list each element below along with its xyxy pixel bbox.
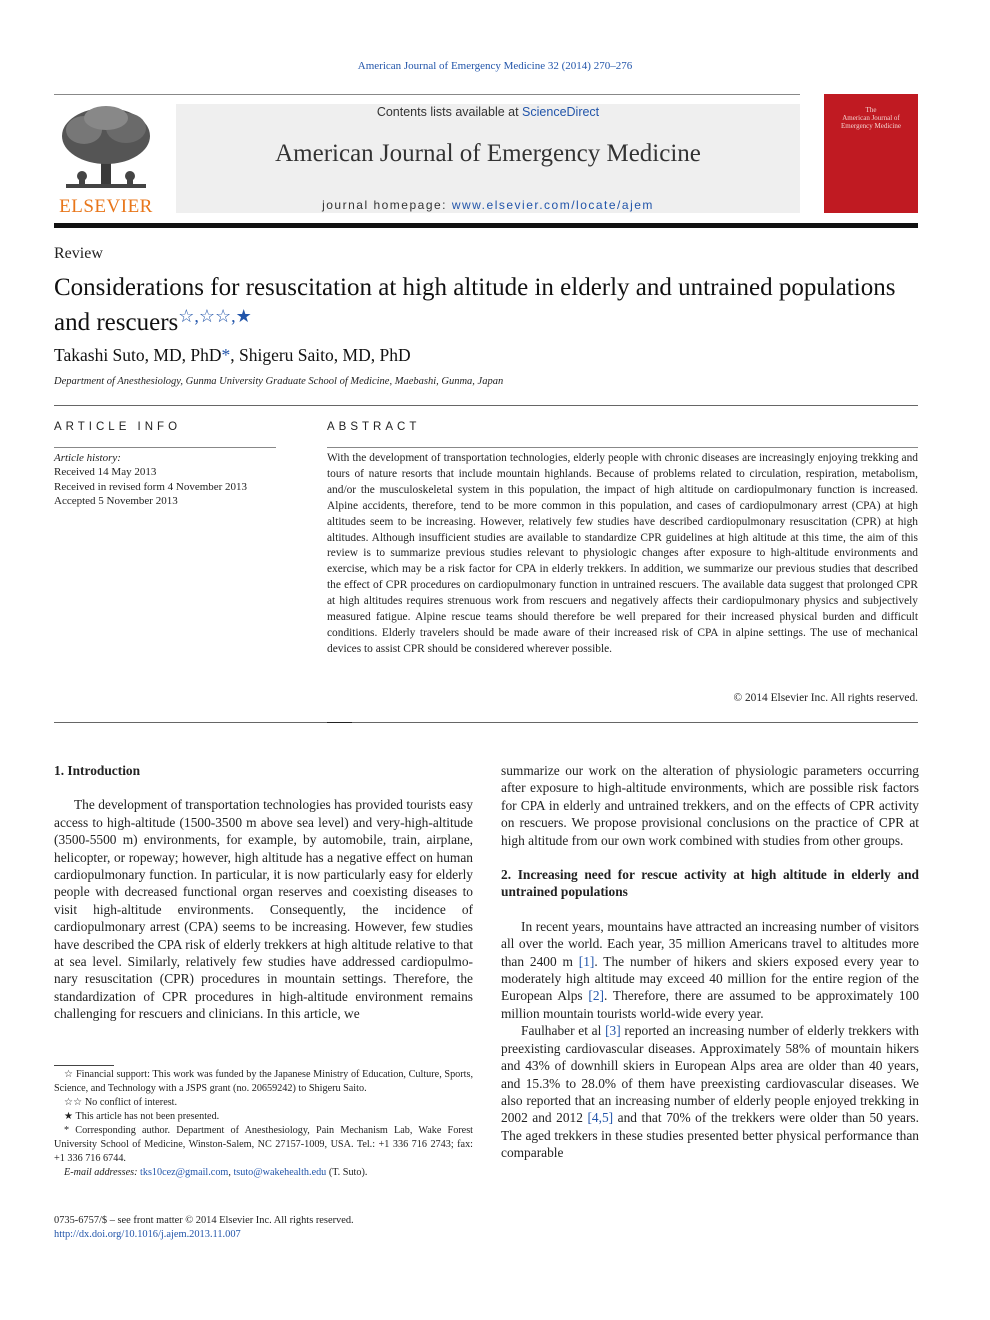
body-column-right [501, 762, 919, 1162]
footnote-text: No conflict of interest. [84, 1097, 178, 1108]
footnote-mark: ☆☆ [64, 1097, 83, 1108]
affiliation: Department of Anesthesiology, Gunma University Graduate School of Medicine, Maebashi, Gunma, Japan [54, 376, 504, 387]
body-paragraph [501, 918, 919, 1022]
article-info-heading: ARTICLE INFO [54, 421, 182, 433]
author-separator: , [230, 345, 239, 365]
corresponding-mark[interactable]: * [221, 345, 231, 365]
issn-line: 0735-6757/$ – see front matter © 2014 Elsevier Inc. All rights reserved. [54, 1215, 354, 1226]
footnote [54, 1110, 473, 1124]
citation-link[interactable]: [3] [605, 1023, 621, 1039]
journal-title: American Journal of Emergency Medicine [275, 140, 701, 167]
footnote-emails [54, 1166, 473, 1180]
title-footnote-marks[interactable]: ☆,☆☆,★ [178, 306, 252, 326]
text-run: Faulhaber et al [521, 1023, 606, 1039]
cover-title-line: American Journal of [842, 114, 900, 122]
footnote-text: This article has not been presented. [75, 1111, 220, 1122]
citation-link[interactable]: [1] [578, 953, 595, 969]
author-2: Shigeru Saito, MD, PhD [238, 345, 411, 365]
email-owner: (T. Suto). [326, 1167, 368, 1178]
publisher-name: ELSEVIER [59, 196, 153, 217]
body-paragraph: The development of transportation technologies has provided tourists easy access to high-altitude (1500-3500 m above sea level) and very-high-altitude (3500-5500 m) environments, for example, by automobile, train, airplane, helicopter, or ropeway; however, high altitude has a negative effect on human cardiopulmonary function. In particular, it is now particularly easy for elderly people with decreased functional organ reserves and coexisting diseases to visit high-altitude environments. Consequently, the incidence of cardiopulmonary arrest (CPA) seems to be increasing. However, few studies have described the CPA risk of elderly trekkers at high altitude relative to that at sea level. Similarly, relatively few studies have addressed cardiopulmo-nary resuscitation (CPR) procedures in mountain settings. Therefore, the standardization of CPR procedures in high-altitude environment remains challenging for rescuers and clinicians. In this article, we [54, 797, 473, 1022]
email-label: E-mail addresses: [64, 1167, 138, 1178]
author-1: Takashi Suto, MD, PhD [54, 345, 222, 365]
accepted-date: Accepted 5 November 2013 [54, 495, 178, 508]
history-label: Article history: [54, 452, 121, 464]
text-run: reported an increasing number of elderly trekkers with preexisting cardiovascular diseases. Approximately 58% of mountain hikers and 43% of downhill skiers in European Alps area are older than 40 years, and 15.3% to 28.0% of them have preexisting cardiovascular diseases. We also reported that an increasing number of elderly people enjoyed trekking in 2002 and 2012 [501, 1023, 919, 1126]
body-paragraph: summarize our work on the alteration of physiologic parameters occurring after exposure to high-altitude environments, which are possible risk factors for CPA in elderly and untrained trekkers, and on the effects of CPR activity on rescuers. We propose provisional conclusions on the practice of CPR at high altitude from our own work combined with studies from other groups. [501, 763, 919, 848]
footnote-text: Corresponding author. Department of Anesthesiology, Pain Mechanism Lab, Wake Forest University School of Medicine, Winston-Salem, NC 27157-1009, USA. Tel.: +1 336 716 2743; fax: +1 336 716 6744. [54, 1125, 474, 1164]
contents-prefix: Contents lists available at [376, 105, 523, 119]
footnote-text: Financial support: This work was funded by the Japanese Ministry of Education, Culture, Sports, Science, and Technology with a JSPS grant (no. 20659242) to Shigeru Saito. [54, 1069, 473, 1094]
article-title [54, 273, 934, 337]
abstract-rule [327, 447, 918, 448]
sciencedirect-link[interactable]: ScienceDirect [522, 105, 600, 119]
revised-date: Received in revised form 4 November 2013 [54, 480, 248, 493]
footnote-mark: ☆ [64, 1069, 74, 1080]
footnote-mark: ★ [64, 1111, 74, 1122]
homepage-line [176, 198, 800, 212]
body-paragraph [501, 1022, 919, 1161]
abstract-heading: ABSTRACT [327, 421, 421, 433]
article-info-rule [54, 447, 276, 448]
text-run: In recent years, mountains have attracted an increasing number of visitors all over the world. Each year, 35 million Americans travel to altitudes more than 2400 m [501, 918, 919, 969]
footnote [54, 1096, 473, 1110]
cover-title-line: Emergency Medicine [841, 122, 901, 130]
elsevier-logo [54, 104, 158, 216]
journal-reference[interactable]: American Journal of Emergency Medicine 32 (2014) 270–276 [357, 60, 633, 72]
text-run: . The number of hikers and skiers exposed every year to moderately high altitude may exceed 40 million for the entire region of the European Alps [501, 953, 919, 1004]
homepage-link[interactable]: www.elsevier.com/locate/ajem [451, 198, 654, 212]
tree-icon [54, 104, 158, 196]
doi-link[interactable]: http://dx.doi.org/10.1016/j.ajem.2013.11.007 [54, 1229, 241, 1240]
section-divider [54, 722, 918, 723]
text-run: . Therefore, there are assumed to be approximately 100 million mountain tourists world-wide every year. [501, 988, 920, 1021]
citation-link[interactable]: [4,5] [587, 1110, 614, 1126]
cover-title-line: The [865, 106, 877, 114]
text-run: and that 70% of the trekkers were older than 50 years. The aged trekkers in these studies presented better physical performance than comparable [501, 1110, 919, 1161]
citation-link[interactable]: [2] [588, 988, 605, 1004]
body-column-left [54, 762, 473, 1023]
section-heading: 2. Increasing need for rescue activity at high altitude in elderly and untrained populations [501, 867, 919, 900]
header-divider [54, 223, 918, 228]
banner-top-rule [54, 94, 800, 95]
section-divider [54, 405, 918, 406]
footnote-rule [54, 1065, 114, 1066]
received-date: Received 14 May 2013 [54, 466, 157, 479]
title-line-2: and rescuers [54, 309, 179, 336]
authors [54, 345, 411, 366]
journal-cover[interactable] [824, 94, 918, 213]
title-line-1: Considerations for resuscitation at high altitude in elderly and untrained populations [54, 274, 896, 301]
front-matter [54, 1214, 354, 1242]
section-heading: 1. Introduction [54, 763, 141, 778]
email-link[interactable]: tsuto@wakehealth.edu [233, 1167, 327, 1178]
email-separator: , [228, 1167, 234, 1178]
article-history [54, 451, 294, 509]
footnote-mark: * [64, 1125, 70, 1136]
footnotes [54, 1068, 473, 1180]
article-type: Review [54, 245, 103, 262]
abstract-copyright: © 2014 Elsevier Inc. All rights reserved. [733, 692, 918, 704]
abstract-text: With the development of transportation technologies, elderly people with chronic diseases are increasingly enjoying trekking and tours of nature resorts that include mountain highlands. Because of problems related to circulation, respiration, metabolism, and/or the musculoskeletal system in this population, the impact of high altitude on cardiopulmonary function is increased. Alpine accidents, therefore, tend to be more common in this population, and cases of cardiopulmonary arrest (CPA) at high altitudes seem to be increasing. However, relatively few studies have described cardiopulmonary resuscitation (CPR) at high altitudes. Although insufficient studies are available to standardize CPR guidelines at high altitude at this time, the aim of this review is to summarize previous studies relevant to physiologic changes after exposure to high-altitude environments and exercise, which may be a risk factor for CPA in elderly trekkers. In addition, we summarize our previous studies that described the effect of CPR procedures on cardiopulmonary function in untrained rescuers. The available data suggest that prolonged CPR at high altitudes requires strenuous work from rescuers and negatively affects their cardiopulmonary physics and subjectively measured fatigue. Alpine rescue teams should therefore be well prepared for their increased physical burden and difficult conditions. Elderly travelers should be made aware of their increased risk of CPA in alpine settings. The use of mechanical devices to assist CPR should be considered wherever possible. [327, 452, 918, 655]
homepage-prefix: journal homepage: [322, 198, 452, 212]
cover-title [824, 106, 918, 130]
section-divider-accent [327, 722, 352, 723]
contents-line [176, 105, 800, 119]
email-link[interactable]: tks10cez@gmail.com [140, 1167, 229, 1178]
footnote [54, 1068, 473, 1096]
footnote [54, 1124, 473, 1166]
